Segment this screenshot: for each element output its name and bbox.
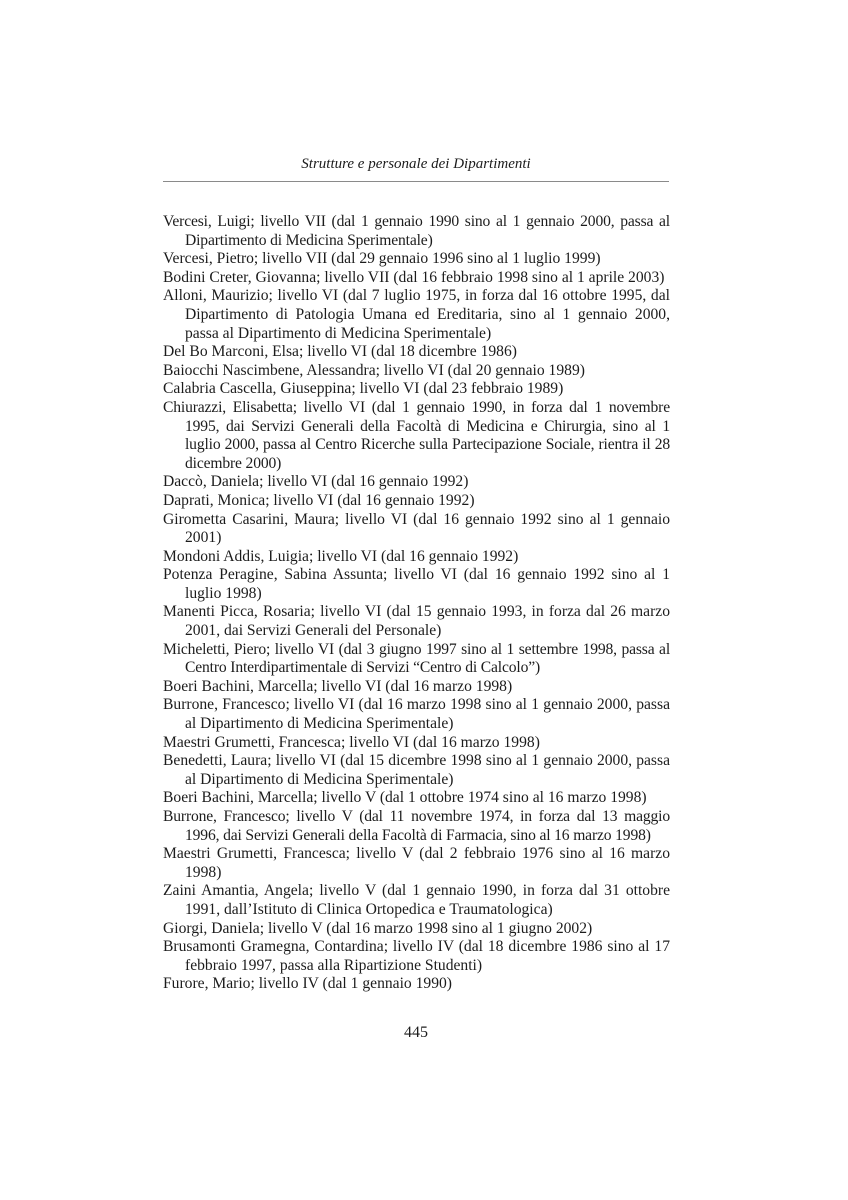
list-item: Del Bo Marconi, Elsa; livello VI (dal 18 dicembre 1986)	[163, 343, 517, 361]
list-item: Burrone, Francesco; livello V (dal 11 novembre 1974, in forza dal 13 maggio 1996, dai Servizi Generali della Facoltà di Farmacia, sino al 16 marzo 1998)	[163, 808, 670, 844]
list-item: Benedetti, Laura; livello VI (dal 15 dicembre 1998 sino al 1 gennaio 2000, passa al Dipartimento di Medicina Sperimentale)	[163, 752, 670, 788]
list-item: Boeri Bachini, Marcella; livello VI (dal 16 marzo 1998)	[163, 677, 513, 695]
list-item: Manenti Picca, Rosaria; livello VI (dal 15 gennaio 1993, in forza dal 26 marzo 2001, dai Servizi Generali del Personale)	[163, 603, 670, 640]
header-rule	[163, 181, 669, 182]
list-item: Furore, Mario; livello IV (dal 1 gennaio 1990)	[163, 975, 453, 993]
list-item: Maestri Grumetti, Francesca; livello V (dal 2 febbraio 1976 sino al 16 marzo 1998)	[163, 845, 670, 881]
list-item: Boeri Bachini, Marcella; livello V (dal 1 ottobre 1974 sino al 16 marzo 1998)	[163, 789, 647, 807]
list-item: Bodini Creter, Giovanna; livello VII (dal 16 febbraio 1998 sino al 1 aprile 2003)	[163, 268, 665, 286]
list-item: Alloni, Maurizio; livello VI (dal 7 luglio 1975, in forza dal 16 ottobre 1995, dal Dipartimento di Patologia Umana ed Ereditaria, sino al 1 gennaio 2000, passa al Dipartimento di Medicina Sperimentale)	[163, 287, 670, 342]
running-head: Strutture e personale dei Dipartimenti	[301, 156, 531, 172]
list-item: Potenza Peragine, Sabina Assunta; livello VI (dal 16 gennaio 1992 sino al 1 luglio 1998)	[163, 566, 670, 602]
list-item: Calabria Cascella, Giuseppina; livello VI (dal 23 febbraio 1989)	[163, 380, 564, 398]
list-item: Giorgi, Daniela; livello V (dal 16 marzo 1998 sino al 1 giugno 2002)	[163, 919, 593, 937]
list-item: Vercesi, Pietro; livello VII (dal 29 gennaio 1996 sino al 1 luglio 1999)	[163, 250, 601, 268]
list-item: Zaini Amantia, Angela; livello V (dal 1 gennaio 1990, in forza dal 31 ottobre 1991, dall’Istituto di Clinica Ortopedica e Traumatologica)	[163, 882, 670, 918]
list-item: Daprati, Monica; livello VI (dal 16 gennaio 1992)	[163, 491, 475, 509]
list-item: Vercesi, Luigi; livello VII (dal 1 gennaio 1990 sino al 1 gennaio 2000, passa al Dipartimento di Medicina Sperimentale)	[163, 213, 670, 249]
list-item: Daccò, Daniela; livello VI (dal 16 gennaio 1992)	[163, 473, 469, 491]
list-item: Micheletti, Piero; livello VI (dal 3 giugno 1997 sino al 1 settembre 1998, passa al Centro Interdipartimentale di Servizi “Centro di Calcolo”)	[163, 640, 670, 677]
list-item: Girometta Casarini, Maura; livello VI (dal 16 gennaio 1992 sino al 1 gennaio 2001)	[163, 510, 670, 547]
list-item: Burrone, Francesco; livello VI (dal 16 marzo 1998 sino al 1 gennaio 2000, passa al Dipartimento di Medicina Sperimentale)	[163, 696, 670, 733]
list-item: Mondoni Addis, Luigia; livello VI (dal 16 gennaio 1992)	[163, 547, 519, 565]
list-item: Maestri Grumetti, Francesca; livello VI (dal 16 marzo 1998)	[163, 733, 540, 751]
list-item: Brusamonti Gramegna, Contardina; livello IV (dal 18 dicembre 1986 sino al 17 febbraio 1997, passa alla Ripartizione Studenti)	[163, 938, 670, 974]
list-item: Chiurazzi, Elisabetta; livello VI (dal 1 gennaio 1990, in forza dal 1 novembre 1995, dai Servizi Generali della Facoltà di Medicina e Chirurgia, sino al 1 luglio 2000, passa al Centro Ricerche sulla Partecipazione Sociale, rientra il 28 dicembre 2000)	[163, 398, 670, 472]
page-number: 445	[404, 1024, 428, 1041]
staff-list	[163, 213, 670, 994]
list-item: Baiocchi Nascimbene, Alessandra; livello VI (dal 20 gennaio 1989)	[163, 361, 585, 379]
